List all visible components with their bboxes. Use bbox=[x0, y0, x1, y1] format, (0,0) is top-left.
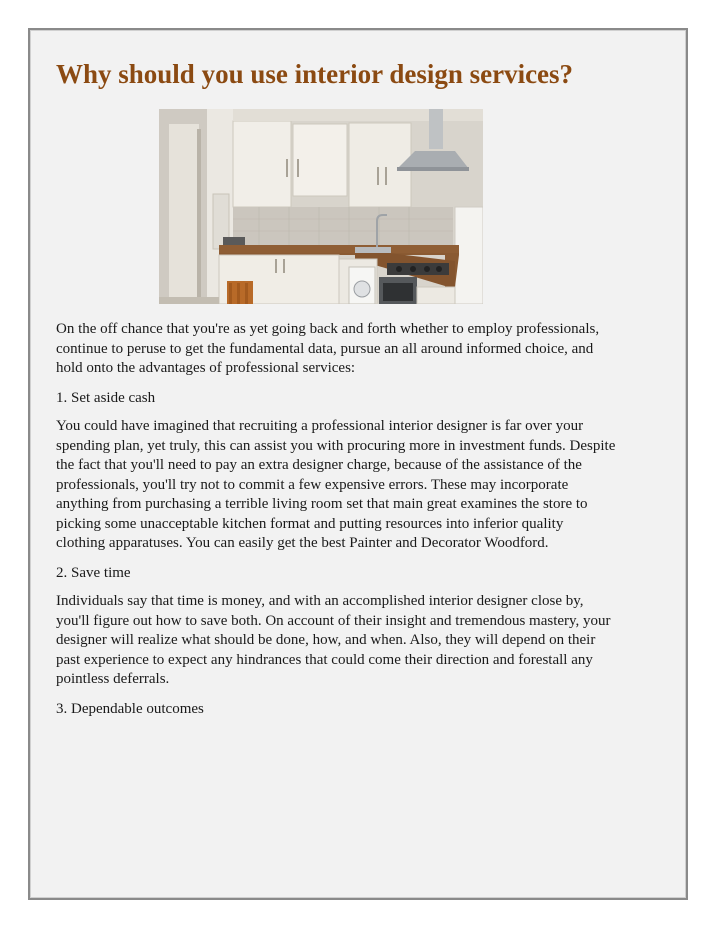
document-content bbox=[56, 56, 616, 719]
section-heading-save-cash: 1. Set aside cash bbox=[56, 389, 156, 406]
kitchen-photo bbox=[159, 109, 483, 304]
section-body-save-time: Individuals say that time is money, and with an accomplished interior designer close by, you'll figure out how to save both. On account of their insight and tremendous mastery, your designer will realize what should be done, how, and when. Also, they will depend on their past experience to expect any hindrances that could come their direction and forestall any pointless deferrals. bbox=[56, 593, 611, 687]
section-heading-save-time: 2. Save time bbox=[56, 564, 131, 581]
section-heading-dependable-outcomes: 3. Dependable outcomes bbox=[56, 700, 204, 717]
intro-paragraph: On the off chance that you're as yet going back and forth whether to employ professionals, continue to peruse to get the fundamental data, pursue an all around informed choice, and hold onto the advantages of professional services: bbox=[56, 321, 600, 376]
section-body-save-cash: You could have imagined that recruiting a professional interior designer is far over your spending plan, yet truly, this can assist you with procuring more in investment funds. Despite the fact that you'll need to pay an extra designer charge, because of the assistance of the professionals, you'll try not to commit a few expensive errors. These may incorporate anything from purchasing a terrible living room set that main great examines the store to picking some unacceptable kitchen format and putting resources into inferior quality clothing apparatuses. You can easily get the best Painter and Decorator Woodford. bbox=[56, 418, 616, 551]
document-title: Why should you use interior design services? bbox=[56, 59, 574, 89]
